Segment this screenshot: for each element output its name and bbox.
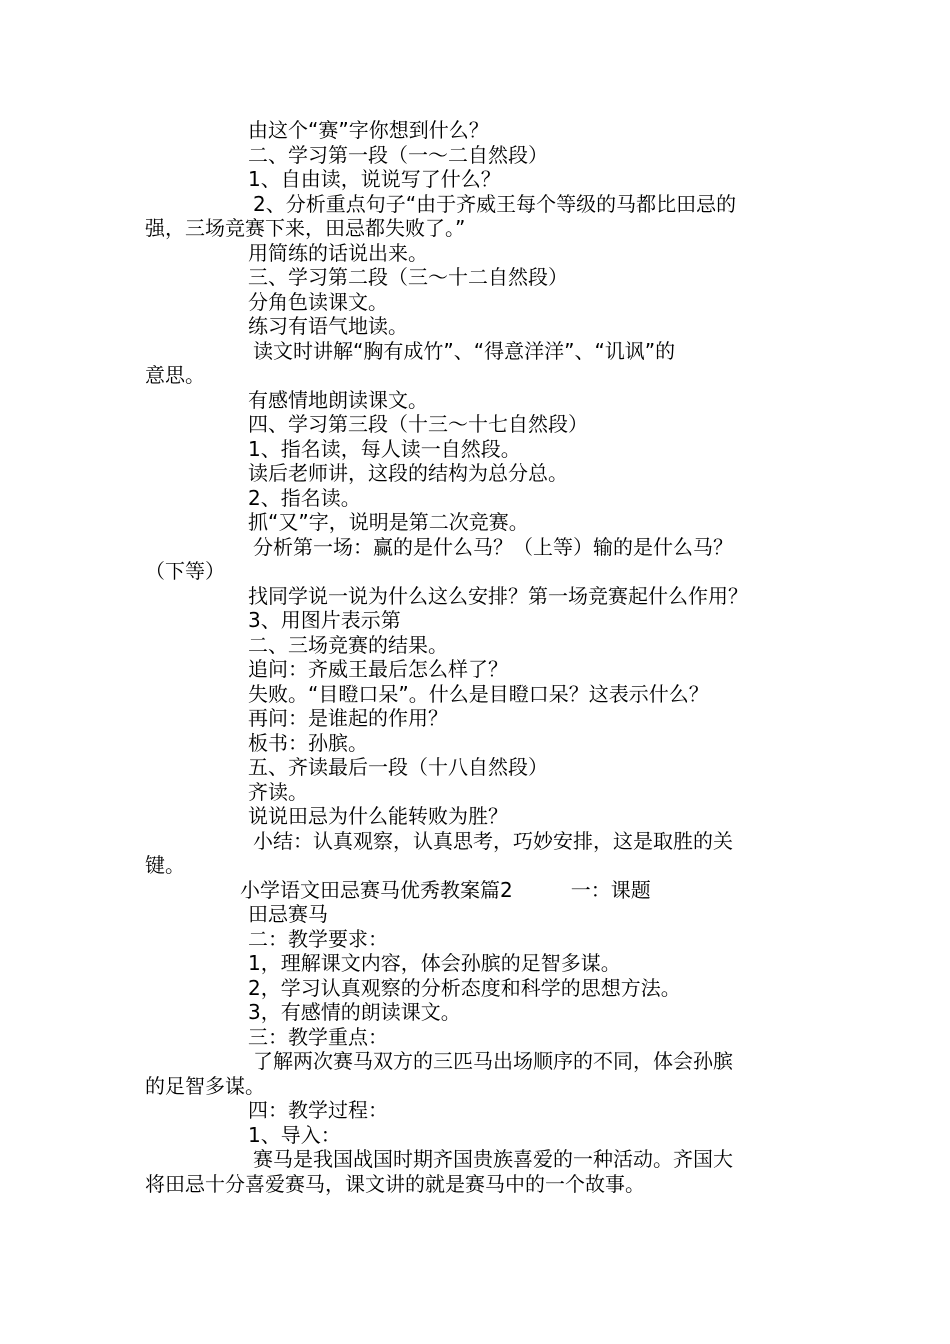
- text-line: 了解两次赛马双方的三匹马出场顺序的不同，体会孙膑: [253, 1049, 733, 1073]
- text-line: 用简练的话说出来。: [248, 240, 428, 265]
- text-line: 1、指名读，每人读一自然段。: [248, 436, 521, 461]
- article-heading: [145, 878, 810, 903]
- text-line: 分角色读课文。: [248, 289, 388, 314]
- section-heading: 三、学习第二段（三～十二自然段）: [248, 265, 568, 289]
- text-line: 的足智多谋。: [145, 1073, 265, 1098]
- text-line: 小结：认真观察，认真思考，巧妙安排，这是取胜的关: [253, 828, 733, 853]
- text-line: 2、分析重点句子“由于齐威王每个等级的马都比田忌的: [253, 191, 737, 216]
- text-line: 意思。: [145, 363, 205, 387]
- text-line: 二、三场竞赛的结果。: [248, 632, 448, 657]
- text-line: 读后老师讲，这段的结构为总分总。: [248, 461, 568, 485]
- text-line: 找同学说一说为什么这么安排？第一场竞赛起什么作用？: [248, 583, 748, 608]
- text-line: 3、用图片表示第: [248, 608, 401, 632]
- text-line: 由这个“赛”字你想到什么？: [248, 118, 489, 142]
- text-line: 1、自由读，说说写了什么？: [248, 167, 501, 191]
- section-heading: 三：教学重点：: [248, 1024, 388, 1049]
- text-line: 练习有语气地读。: [248, 314, 408, 338]
- article-title: 小学语文田忌赛马优秀教案篇2: [240, 877, 513, 902]
- text-line: 2、指名读。: [248, 485, 361, 510]
- text-line: 读文时讲解“胸有成竹”、“得意洋洋”、“讥讽”的: [253, 338, 676, 363]
- text-line: 说说田忌为什么能转败为胜？: [248, 804, 508, 828]
- text-line: 分析第一场：赢的是什么马？（上等）输的是什么马？: [253, 534, 733, 559]
- article-subtitle: 一：课题: [570, 877, 651, 902]
- text-line: 2，学习认真观察的分析态度和科学的思想方法。: [248, 975, 681, 1000]
- section-heading: 二：教学要求：: [248, 926, 388, 951]
- text-line: 有感情地朗读课文。: [248, 387, 428, 412]
- text-line: 1、导入：: [248, 1122, 341, 1147]
- section-heading: 五、齐读最后一段（十八自然段）: [248, 755, 548, 779]
- text-line: 赛马是我国战国时期齐国贵族喜爱的一种活动。齐国大: [253, 1147, 733, 1171]
- text-line: 强，三场竞赛下来，田忌都失败了。”: [145, 216, 466, 240]
- text-line: （下等）: [145, 559, 225, 583]
- text-line: 抓“又”字，说明是第二次竞赛。: [248, 510, 529, 534]
- text-line: 齐读。: [248, 779, 308, 804]
- section-heading: 四、学习第三段（十三～十七自然段）: [248, 412, 588, 436]
- text-line: 田忌赛马: [248, 902, 328, 926]
- section-heading: 二、学习第一段（一～二自然段）: [248, 142, 548, 167]
- text-line: 失败。“目瞪口呆”。什么是目瞪口呆？这表示什么？: [248, 681, 709, 706]
- document-page: [145, 118, 810, 1196]
- text-line: 键。: [145, 853, 185, 877]
- text-line: 板书：孙膑。: [248, 730, 368, 755]
- text-line: 3，有感情的朗读课文。: [248, 1000, 461, 1024]
- text-line: 再问：是谁起的作用？: [248, 706, 448, 730]
- text-line: 1，理解课文内容，体会孙膑的足智多谋。: [248, 951, 621, 975]
- section-heading: 四：教学过程：: [248, 1098, 388, 1122]
- text-line: 追问：齐威王最后怎么样了？: [248, 657, 508, 681]
- text-line: 将田忌十分喜爱赛马，课文讲的就是赛马中的一个故事。: [145, 1171, 645, 1196]
